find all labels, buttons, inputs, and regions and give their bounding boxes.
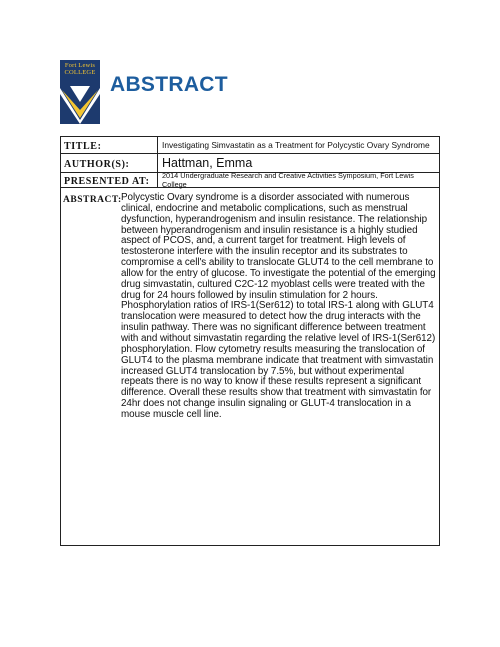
title-label: TITLE: xyxy=(61,137,158,153)
header xyxy=(60,60,228,124)
title-value: Investigating Simvastatin as a Treatment for Polycystic Ovary Syndrome xyxy=(162,140,430,150)
abstract-body: Polycystic Ovary syndrome is a disorder associated with numerous clinical, endocrine and metabolic complications, such as menstrual dysfunction, hyperandrogenism and insulin resistance. The relationship between hyperandrogenism and insulin resistance is a highly studied aspect of PCOS, and, a current target for treatment. High levels of testosterone interfere with the insulin receptor and its substrates to compromise a cell's ability to translocate GLUT4 to the cell membrane to allow for the entry of glucose. To investigate the potential of the emerging drug simvastatin, cultured C2C-12 myoblast cells were treated with the drug for 24 hours followed by insulin stimulation for 2 hours. Phosphorylation ratios of IRS-1(Ser612) to total IRS-1 along with GLUT4 translocation were measured to detect how the drug interacts with the insulin pathway. There was no significant difference between treatment with and without simvastatin regarding the relative level of IRS-1(Ser612) phosphorylation. Flow cytometry results measuring the translocation of GLUT4 to the plasma membrane indicate that treatment with simvastatin increased GLUT4 translocation by 7.5%, but without experimental repeats there is no way to know if these results represent a significant difference. Overall these results show that treatment with simvastatin for 24hr does not change insulin signaling or GLUT-4 translocation in a mouse muscle cell line. xyxy=(121,192,436,420)
title-row xyxy=(61,137,439,154)
abstract-form xyxy=(60,136,440,546)
author-value: Hattman, Emma xyxy=(162,156,253,170)
abstract-label: ABSTRACT: xyxy=(63,195,122,205)
logo-line-1: Fort Lewis xyxy=(64,62,96,69)
presented-row xyxy=(61,173,439,188)
page-title: ABSTRACT xyxy=(110,73,228,96)
logo-wordmark xyxy=(60,62,100,76)
presented-label: PRESENTED AT: xyxy=(61,173,158,187)
mountain-emblem-icon xyxy=(60,80,100,124)
logo-line-2: COLLEGE xyxy=(64,69,96,76)
abstract-row xyxy=(61,188,439,421)
fort-lewis-college-logo xyxy=(60,60,100,124)
presented-value: 2014 Undergraduate Research and Creative Activities Symposium, Fort Lewis College xyxy=(162,171,414,189)
author-label: AUTHOR(S): xyxy=(61,154,158,172)
